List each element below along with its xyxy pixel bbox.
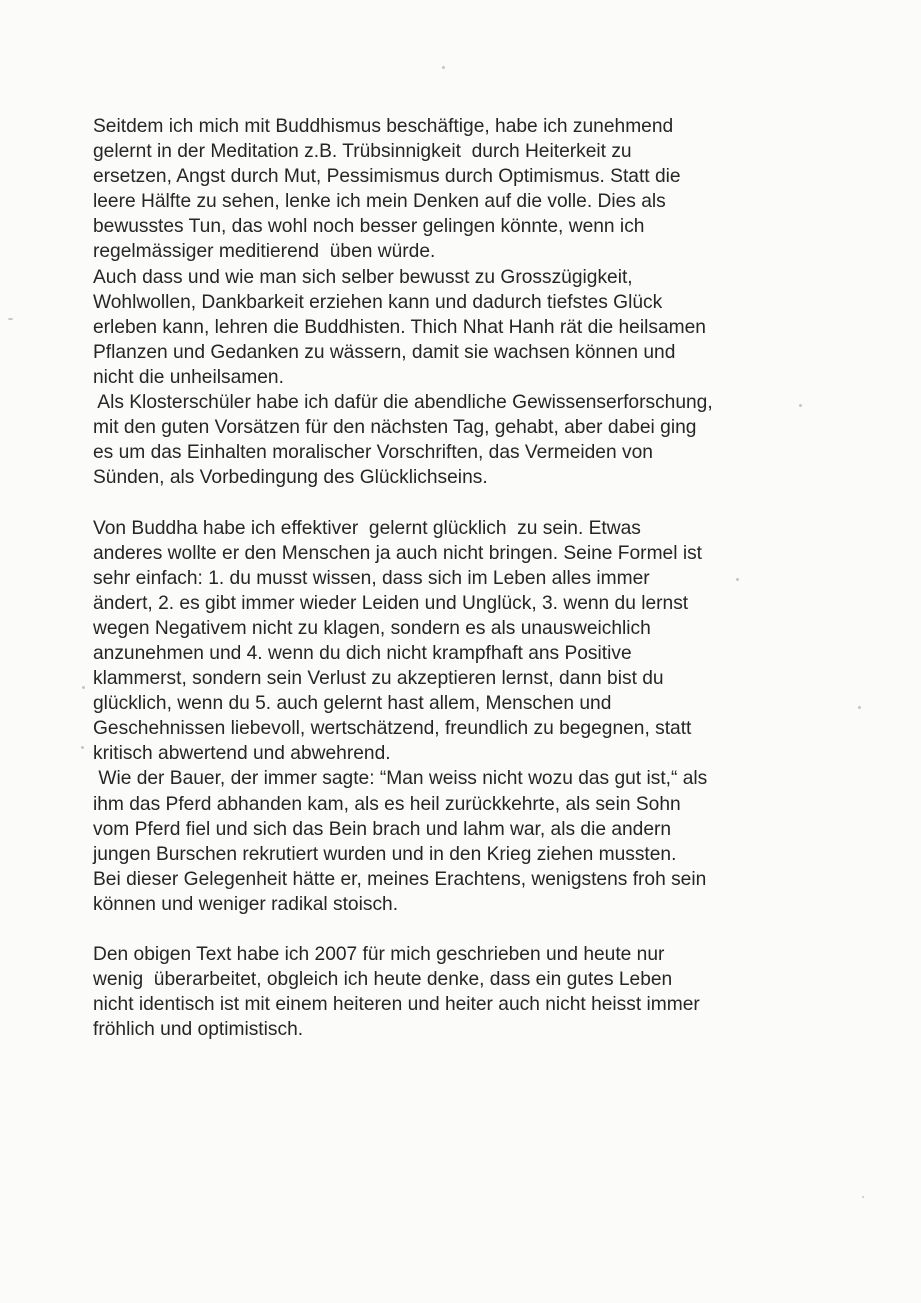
text-line: Den obigen Text habe ich 2007 für mich geschrieben und heute nur — [93, 944, 665, 966]
text-line: mit den guten Vorsätzen für den nächsten Tag, gehabt, aber dabei ging — [93, 417, 697, 439]
text-line: wenig überarbeitet, obgleich ich heute denke, dass ein gutes Leben — [93, 969, 673, 991]
text-line: erleben kann, lehren die Buddhisten. Thich Nhat Hanh rät die heilsamen — [93, 316, 706, 338]
text-line: bewusstes Tun, das wohl noch besser gelingen könnte, wenn ich — [93, 216, 645, 238]
text-line: sehr einfach: 1. du musst wissen, dass sich im Leben alles immer — [93, 567, 650, 589]
text-line: Seitdem ich mich mit Buddhismus beschäftige, habe ich zunehmend — [93, 116, 674, 137]
text-line: gelernt in der Meditation z.B. Trübsinnigkeit durch Heiterkeit zu — [93, 141, 632, 163]
text-line: klammerst, sondern sein Verlust zu akzeptieren lernst, dann bist du — [93, 668, 664, 690]
text-line: Wohlwollen, Dankbarkeit erziehen kann und dadurch tiefstes Glück — [93, 291, 663, 313]
paper-speck — [81, 746, 84, 749]
text-line: Von Buddha habe ich effektiver gelernt glücklich zu sein. Etwas — [93, 517, 641, 539]
text-line: ersetzen, Angst durch Mut, Pessimismus durch Optimismus. Statt die — [93, 166, 681, 188]
paper-speck — [82, 686, 85, 689]
text-line: glücklich, wenn du 5. auch gelernt hast allem, Menschen und — [93, 693, 612, 715]
text-line: leere Hälfte zu sehen, lenke ich mein Denken auf die volle. Dies als — [93, 191, 666, 213]
paragraph-gap — [93, 490, 833, 515]
text-line: es um das Einhalten moralischer Vorschriften, das Vermeiden von — [93, 442, 653, 464]
paper-speck — [8, 318, 13, 320]
text-line: Wie der Bauer, der immer sagte: “Man weiss nicht wozu das gut ist,“ als — [93, 768, 708, 790]
paper-speck — [862, 1196, 864, 1198]
text-line: wegen Negativem nicht zu klagen, sondern es als unausweichlich — [93, 617, 651, 639]
paragraph — [93, 114, 833, 490]
text-line: Pflanzen und Gedanken zu wässern, damit sie wachsen können und — [93, 341, 676, 363]
paper-speck — [442, 66, 445, 69]
paragraph — [93, 942, 833, 1042]
text-line: ändert, 2. es gibt immer wieder Leiden und Unglück, 3. wenn du lernst — [93, 592, 689, 614]
text-line: Sünden, als Vorbedingung des Glücklichseins. — [93, 467, 488, 489]
paper-speck — [858, 706, 861, 709]
text-line: Als Klosterschüler habe ich dafür die abendliche Gewissenserforschung, — [93, 392, 713, 414]
text-line: nicht identisch ist mit einem heiteren und heiter auch nicht heisst immer — [93, 994, 700, 1016]
text-line: können und weniger radikal stoisch. — [93, 893, 399, 915]
text-line: jungen Burschen rekrutiert wurden und in den Krieg ziehen mussten. — [93, 843, 677, 865]
text-line: Bei dieser Gelegenheit hätte er, meines Erachtens, wenigstens froh sein — [93, 868, 707, 890]
text-line: nicht die unheilsamen. — [93, 366, 284, 388]
paragraph — [93, 516, 833, 918]
text-line: Auch dass und wie man sich selber bewusst zu Grosszügigkeit, — [93, 266, 633, 288]
paragraph-gap — [93, 917, 833, 942]
text-line: fröhlich und optimistisch. — [93, 1019, 304, 1041]
text-line: regelmässiger meditierend üben würde. — [93, 241, 436, 263]
letter-text — [93, 114, 833, 1042]
text-line: kritisch abwertend und abwehrend. — [93, 743, 391, 765]
text-line: anzunehmen und 4. wenn du dich nicht krampfhaft ans Positive — [93, 642, 632, 664]
text-line: anderes wollte er den Menschen ja auch nicht bringen. Seine Formel ist — [93, 542, 703, 564]
text-line: Geschehnissen liebevoll, wertschätzend, freundlich zu begegnen, statt — [93, 718, 692, 740]
text-line: ihm das Pferd abhanden kam, als es heil zurückkehrte, als sein Sohn — [93, 793, 681, 815]
text-line: vom Pferd fiel und sich das Bein brach und lahm war, als die andern — [93, 818, 672, 840]
